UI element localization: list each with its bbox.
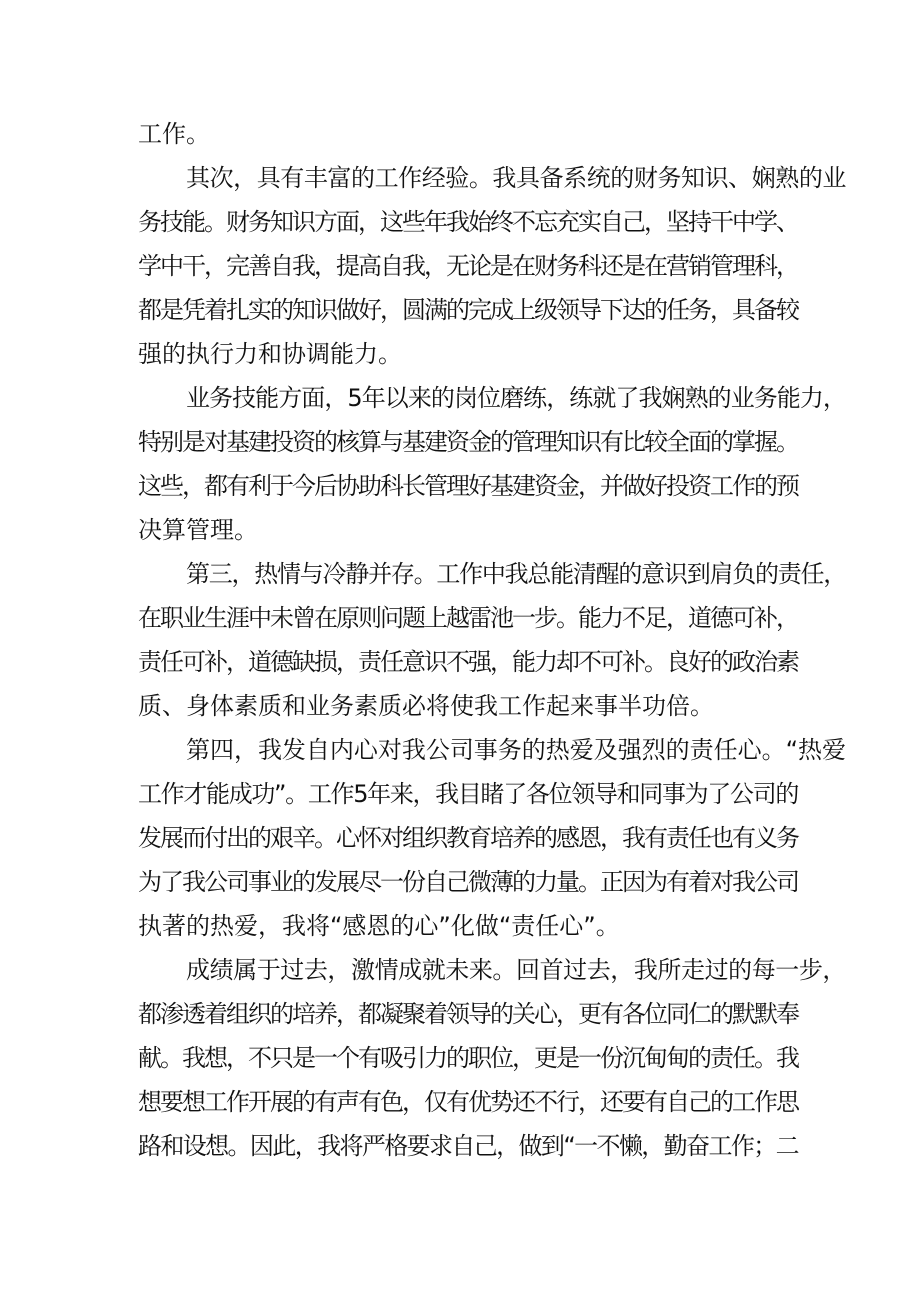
text-line: 都是凭着扎实的知识做好，圆满的完成上级领导下达的任务，具备较 — [138, 296, 798, 324]
text-line: 特别是对基建投资的核算与基建资金的管理知识有比较全面的掌握。 — [138, 428, 798, 456]
text-line: 业务技能方面，5年以来的岗位磨练，练就了我娴熟的业务能力， — [186, 384, 846, 412]
text-line: 献。我想，不只是一个有吸引力的职位，更是一份沉甸甸的责任。我 — [138, 1044, 798, 1072]
text-line: 质、身体素质和业务素质必将使我工作起来事半功倍。 — [138, 692, 714, 720]
text-line: 这些，都有利于今后协助科长管理好基建资金，并做好投资工作的预 — [138, 472, 798, 500]
text-line: 第三，热情与冷静并存。工作中我总能清醒的意识到肩负的责任， — [186, 560, 846, 588]
text-line: 发展而付出的艰辛。心怀对组织教育培养的感恩，我有责任也有义务 — [138, 824, 798, 852]
text-line: 决算管理。 — [138, 516, 258, 544]
text-line: 强的执行力和协调能力。 — [138, 340, 402, 368]
text-line: 第四，我发自内心对我公司事务的热爱及强烈的责任心。“热爱 — [186, 736, 846, 764]
text-line: 想要想工作开展的有声有色，仅有优势还不行，还要有自己的工作思 — [138, 1088, 798, 1116]
text-line: 其次，具有丰富的工作经验。我具备系统的财务知识、娴熟的业 — [186, 164, 846, 192]
text-line: 成绩属于过去，激情成就未来。回首过去，我所走过的每一步， — [186, 956, 846, 984]
text-line: 执著的热爱，我将“感恩的心”化做“责任心”。 — [138, 912, 620, 940]
text-line: 为了我公司事业的发展尽一份自己微薄的力量。正因为有着对我公司 — [138, 868, 798, 896]
text-line: 工作。 — [138, 120, 210, 148]
text-line: 在职业生涯中未曾在原则问题上越雷池一步。能力不足，道德可补， — [138, 604, 798, 632]
text-line: 责任可补，道德缺损，责任意识不强，能力却不可补。良好的政治素 — [138, 648, 798, 676]
text-line: 路和设想。因此，我将严格要求自己，做到“一不懒，勤奋工作；二 — [138, 1132, 798, 1160]
text-line: 都渗透着组织的培养，都凝聚着领导的关心，更有各位同仁的默默奉 — [138, 1000, 798, 1028]
text-line: 工作才能成功”。工作5年来，我目睹了各位领导和同事为了公司的 — [138, 780, 798, 808]
text-line: 学中干，完善自我，提高自我，无论是在财务科还是在营销管理科， — [138, 252, 798, 280]
text-line: 务技能。财务知识方面，这些年我始终不忘充实自己，坚持干中学、 — [138, 208, 798, 236]
